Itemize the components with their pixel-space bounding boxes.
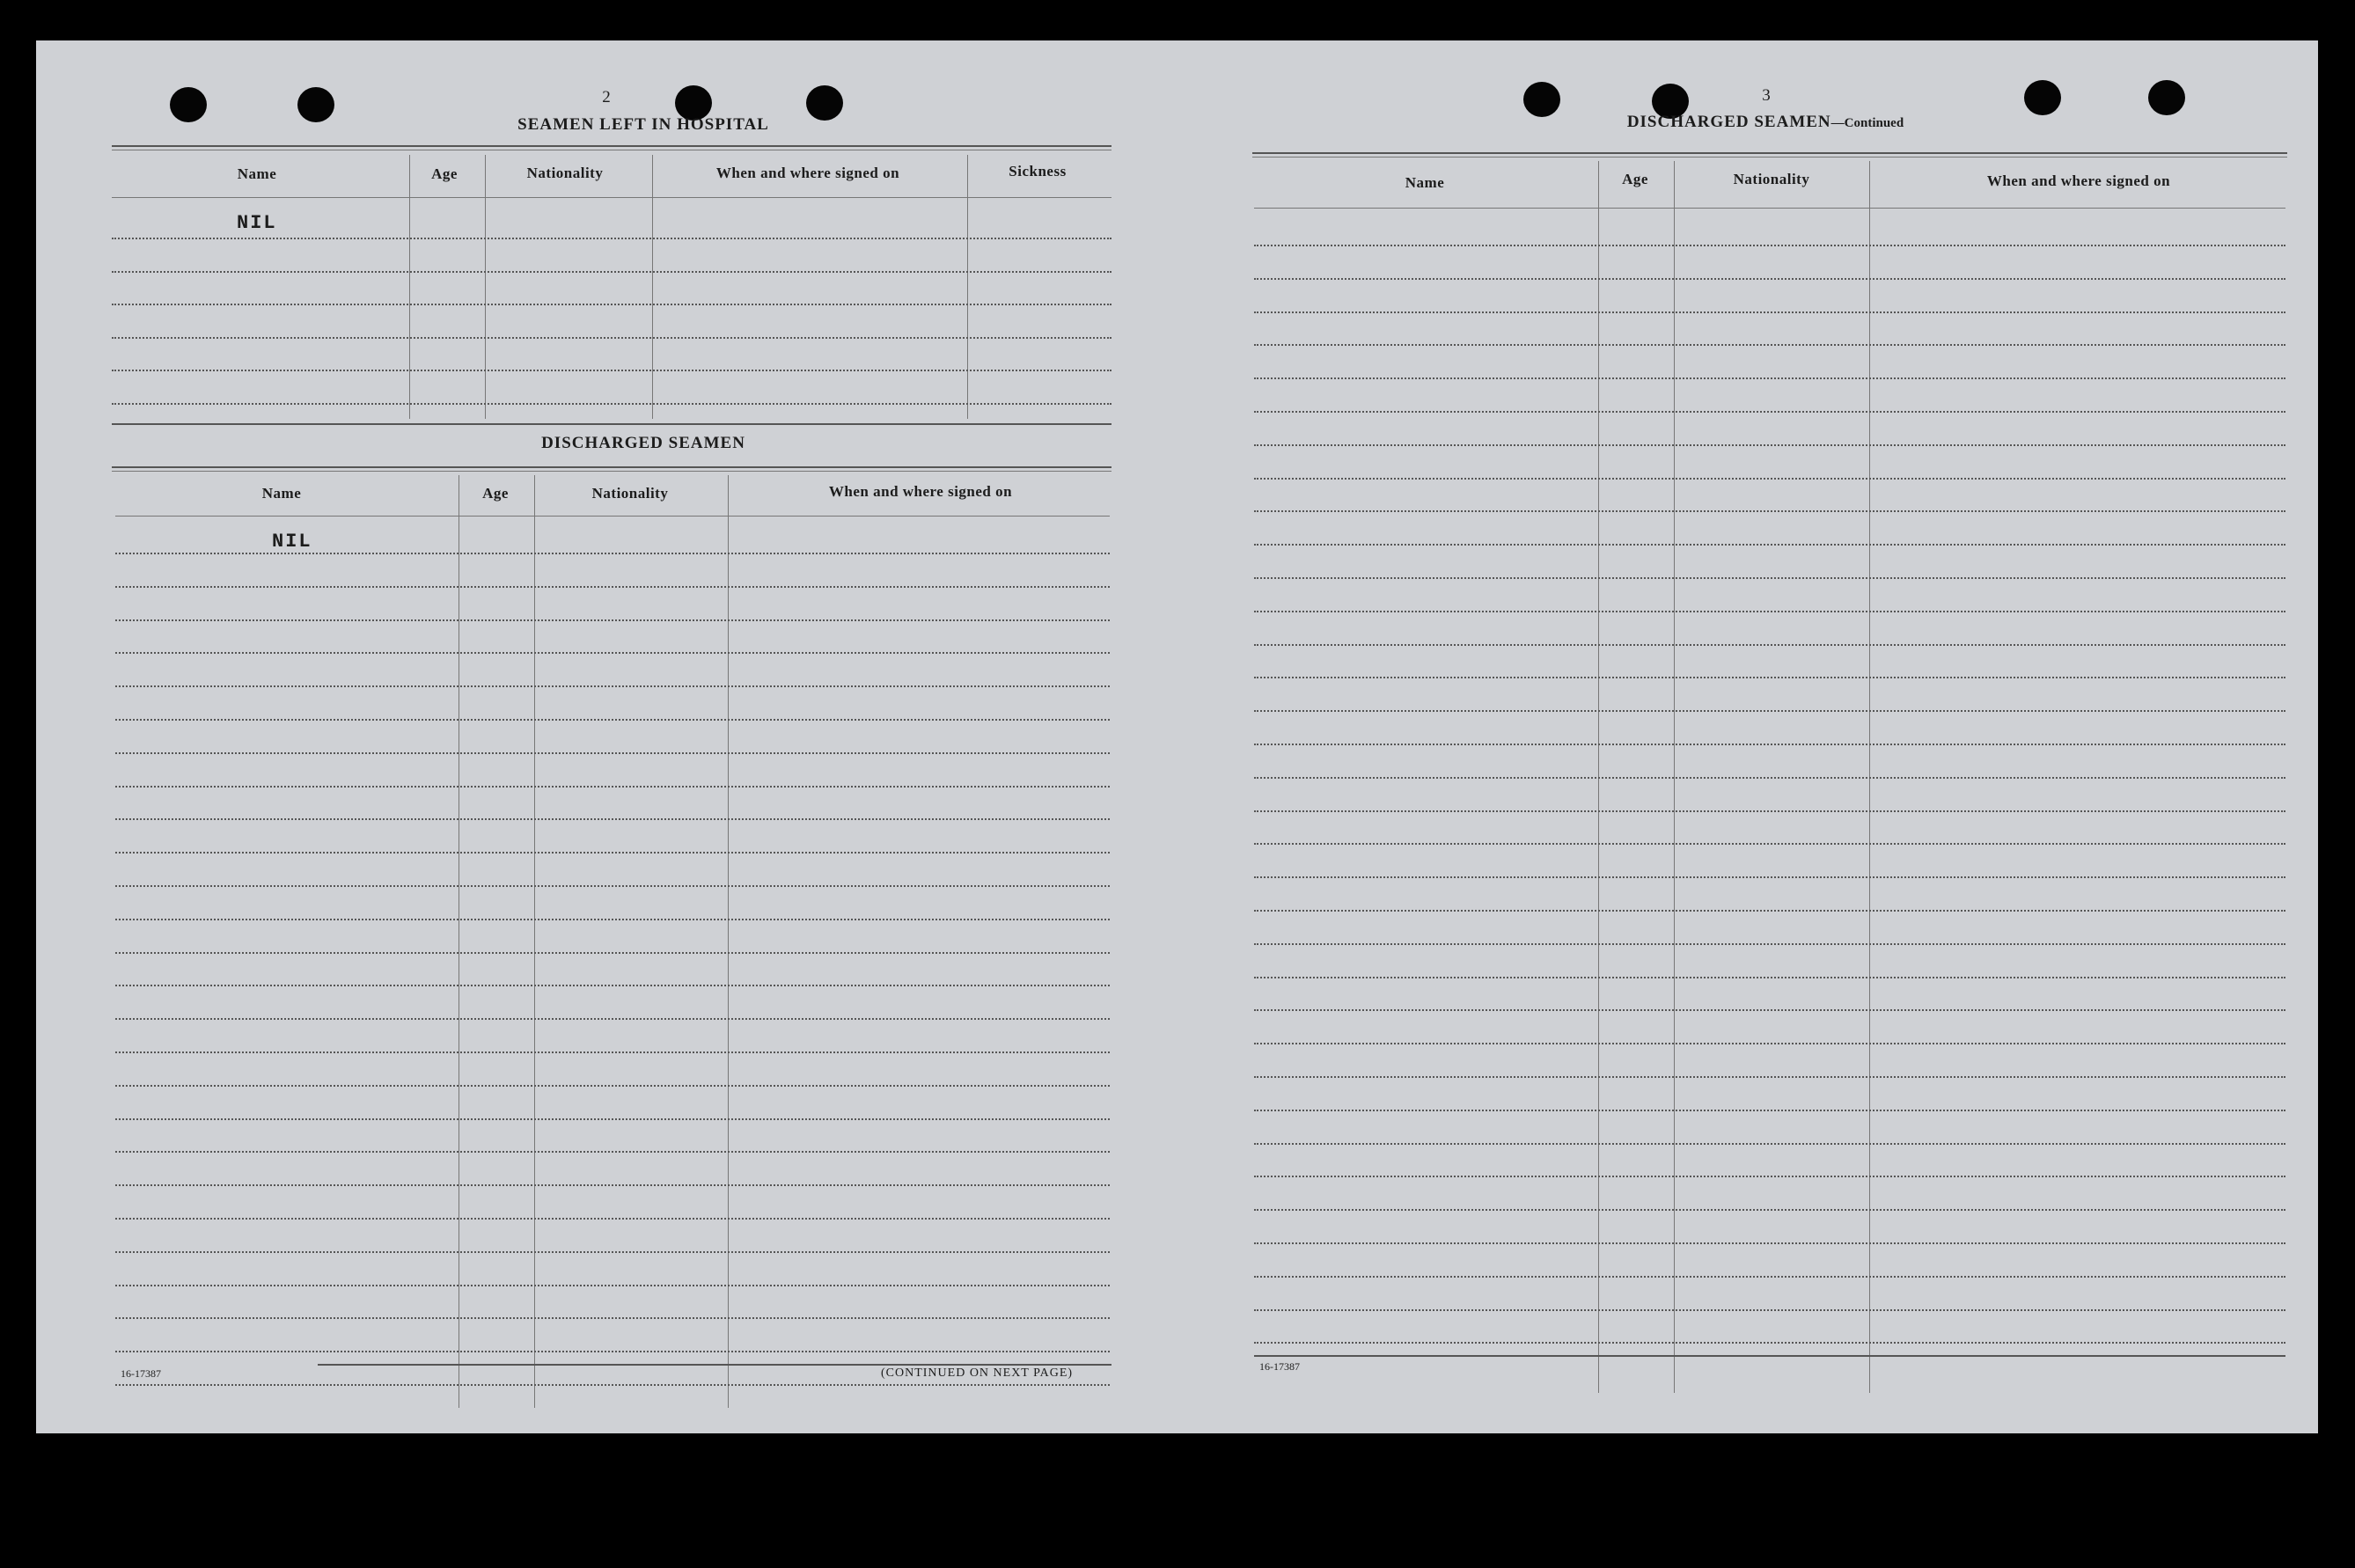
entry-row-line xyxy=(1254,278,2285,280)
entry-row-line xyxy=(1254,710,2285,712)
entry-row-line xyxy=(1254,1110,2285,1111)
col-header-age: Age xyxy=(482,485,509,502)
entry-row-line xyxy=(115,1018,1110,1020)
col-header-nationality: Nationality xyxy=(591,485,669,502)
entry-row-line xyxy=(115,619,1110,621)
entry-row-line xyxy=(1254,444,2285,446)
entry-row-line xyxy=(1254,344,2285,346)
entry-row-line xyxy=(115,1351,1110,1352)
entry-row-line xyxy=(1254,876,2285,878)
entry-row-line xyxy=(1254,510,2285,512)
page-number: 3 xyxy=(1762,86,1771,105)
entry-row-line xyxy=(115,952,1110,954)
entry-row-line xyxy=(1254,611,2285,612)
col-header-name: Name xyxy=(1405,174,1445,191)
entry-row-line xyxy=(1254,377,2285,379)
entry-row-line xyxy=(112,403,1111,405)
title-suffix: —Continued xyxy=(1830,116,1904,130)
discharged-entry: NIL xyxy=(272,531,312,553)
entry-row-line xyxy=(115,885,1110,887)
col-header-nationality: Nationality xyxy=(1733,171,1810,187)
entry-row-line xyxy=(1254,977,2285,978)
entry-row-line xyxy=(1254,577,2285,579)
entry-row-line xyxy=(115,985,1110,986)
rule xyxy=(112,423,1111,425)
rule xyxy=(112,466,1111,468)
column-divider xyxy=(534,475,535,1408)
col-header-signed-on: When and where signed on xyxy=(1986,172,2171,189)
column-divider xyxy=(967,155,968,419)
entry-row-line xyxy=(115,1051,1110,1053)
entry-row-line xyxy=(115,1151,1110,1153)
entry-row-line xyxy=(1254,810,2285,812)
header-underline xyxy=(115,516,1110,517)
entry-row-line xyxy=(115,752,1110,754)
entry-row-line xyxy=(1254,478,2285,480)
punch-hole xyxy=(170,87,207,122)
col-header-name: Name xyxy=(261,485,302,502)
form-number: 16-17387 xyxy=(121,1367,161,1380)
entry-row-line xyxy=(1254,943,2285,945)
rule xyxy=(112,471,1111,472)
table-bottom-rule xyxy=(1254,1355,2285,1357)
form-number: 16-17387 xyxy=(1259,1360,1300,1373)
rule xyxy=(1252,157,2287,158)
punch-hole xyxy=(2024,80,2061,115)
col-header-sickness: Sickness xyxy=(1009,163,1067,180)
continued-note: (CONTINUED ON NEXT PAGE) xyxy=(881,1367,1074,1380)
entry-row-line xyxy=(1254,1143,2285,1145)
entry-row-line xyxy=(115,1317,1110,1319)
entry-row-line xyxy=(1254,245,2285,246)
column-divider xyxy=(409,155,410,419)
col-header-age: Age xyxy=(1622,171,1648,187)
punch-hole xyxy=(297,87,334,122)
entry-row-line xyxy=(115,719,1110,721)
entry-row-line xyxy=(1254,843,2285,845)
hospital-entry: NIL xyxy=(237,212,277,234)
entry-row-line xyxy=(115,1184,1110,1186)
entry-row-line xyxy=(115,919,1110,920)
col-header-signed-on: When and where signed on xyxy=(828,483,1013,500)
header-underline xyxy=(1254,208,2285,209)
entry-row-line xyxy=(115,1285,1110,1286)
entry-row-line xyxy=(1254,1342,2285,1344)
entry-row-line xyxy=(112,238,1111,239)
entry-row-line xyxy=(112,337,1111,339)
col-header-age: Age xyxy=(431,165,458,182)
entry-row-line xyxy=(1254,644,2285,646)
entry-row-line xyxy=(115,586,1110,588)
entry-row-line xyxy=(1254,1043,2285,1044)
entry-row-line xyxy=(1254,1309,2285,1311)
entry-row-line xyxy=(1254,744,2285,745)
col-header-nationality: Nationality xyxy=(526,165,604,181)
entry-row-line xyxy=(115,553,1110,554)
entry-row-line xyxy=(112,370,1111,371)
punch-hole xyxy=(1523,82,1560,117)
entry-row-line xyxy=(1254,1276,2285,1278)
column-divider xyxy=(728,475,729,1408)
entry-row-line xyxy=(115,1085,1110,1087)
column-divider xyxy=(652,155,653,419)
entry-row-line xyxy=(1254,1209,2285,1211)
document-sheet xyxy=(36,40,2318,1433)
entry-row-line xyxy=(1254,544,2285,546)
col-header-signed-on: When and where signed on xyxy=(715,165,900,181)
rule xyxy=(112,145,1111,147)
entry-row-line xyxy=(1254,1242,2285,1244)
punch-hole xyxy=(2148,80,2185,115)
entry-row-line xyxy=(115,685,1110,687)
table-bottom-rule xyxy=(318,1364,1111,1366)
page-number: 2 xyxy=(602,88,611,106)
entry-row-line xyxy=(112,304,1111,305)
entry-row-line xyxy=(115,652,1110,654)
header-underline xyxy=(112,197,1111,198)
discharged-section-title: DISCHARGED SEAMEN xyxy=(541,434,745,452)
entry-row-line xyxy=(1254,910,2285,912)
entry-row-line xyxy=(1254,311,2285,313)
discharged-continued-title xyxy=(1532,113,1999,132)
entry-row-line xyxy=(1254,1076,2285,1078)
entry-row-line xyxy=(1254,1009,2285,1011)
entry-row-line xyxy=(115,1118,1110,1120)
entry-row-line xyxy=(115,1251,1110,1253)
rule xyxy=(1252,152,2287,154)
entry-row-line xyxy=(1254,777,2285,779)
entry-row-line xyxy=(115,786,1110,788)
title-main: DISCHARGED SEAMEN xyxy=(1626,113,1831,131)
entry-row-line xyxy=(1254,677,2285,678)
entry-row-line xyxy=(115,1384,1110,1386)
entry-row-line xyxy=(115,818,1110,820)
column-divider xyxy=(485,155,486,419)
hospital-section-title: SEAMEN LEFT IN HOSPITAL xyxy=(517,115,769,134)
entry-row-line xyxy=(112,271,1111,273)
entry-row-line xyxy=(115,852,1110,854)
entry-row-line xyxy=(1254,411,2285,413)
entry-row-line xyxy=(115,1218,1110,1220)
col-header-name: Name xyxy=(237,165,277,182)
entry-row-line xyxy=(1254,1176,2285,1177)
